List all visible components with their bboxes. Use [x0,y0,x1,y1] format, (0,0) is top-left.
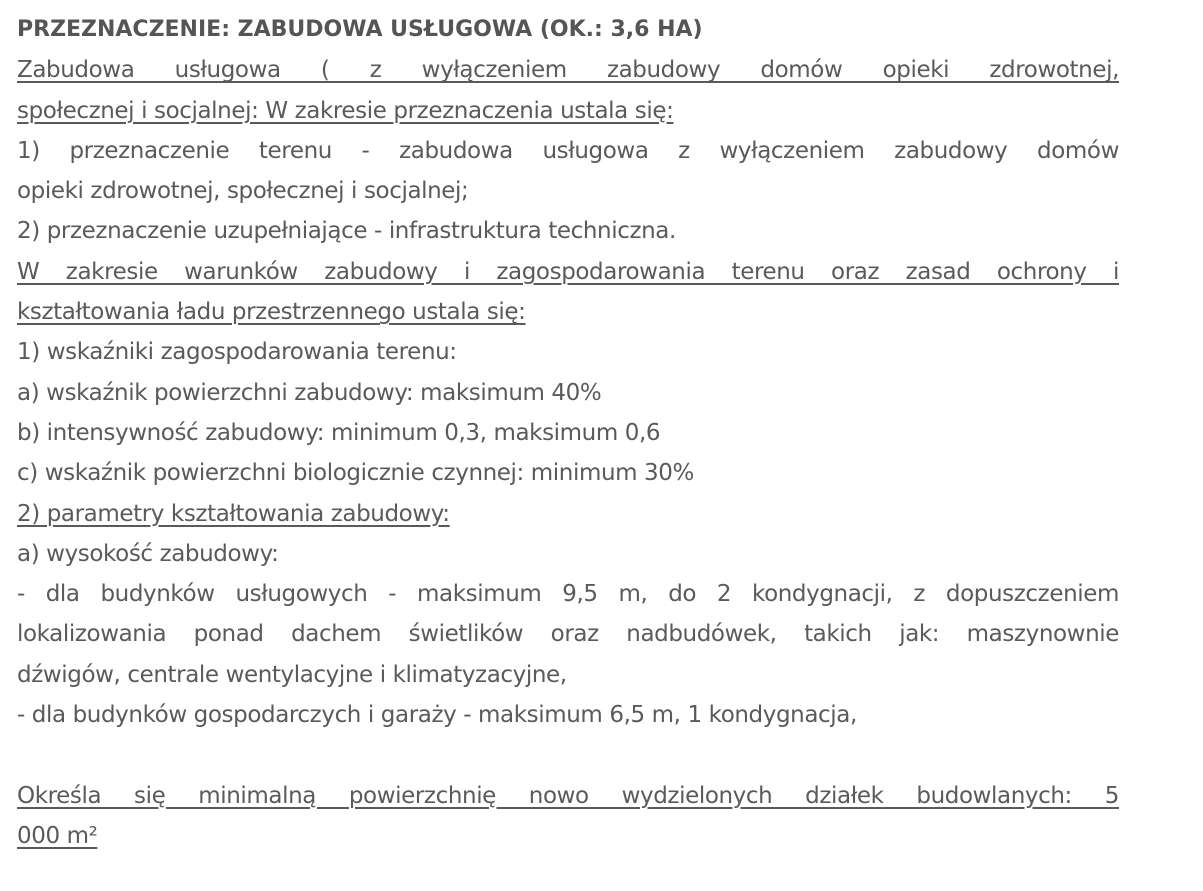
min-plot-area-line1: Określa się minimalną powierzchnię nowo wydzielonych działek budowlanych: 5 [17,782,1119,809]
document-body [17,10,1119,856]
document-title: PRZEZNACZENIE: ZABUDOWA USŁUGOWA (OK.: 3,6 HA) [17,17,703,42]
indicators-heading: 1) wskaźniki zagospodarowania terenu: [17,339,457,366]
indicator-b: b) intensywność zabudowy: minimum 0,3, maksimum 0,6 [17,419,661,446]
indicator-a: a) wskaźnik powierzchni zabudowy: maksimum 40% [17,379,602,406]
farm-buildings-line: - dla budynków gospodarczych i garaży - maksimum 6,5 m, 1 kondygnacja, [17,702,857,729]
service-line1: - dla budynków usługowych - maksimum 9,5 m, do 2 kondygnacji, z dopuszczeniem [17,581,1119,608]
indicator-c: c) wskaźnik powierzchni biologicznie czynnej: minimum 30% [17,460,694,487]
section1-heading: Zabudowa usługowa ( z wyłączeniem zabudowy domów opieki zdrowotnej, [17,57,1119,84]
section1-heading-cont: społecznej i socjalnej: W zakresie przeznaczenia ustala się: [17,97,674,124]
min-plot-area-line2: 000 m² [17,822,98,849]
height-heading: a) wysokość zabudowy: [17,540,279,567]
spacer [17,735,1119,775]
params-heading: 2) parametry kształtowania zabudowy: [17,500,450,527]
service-line2: lokalizowania ponad dachem świetlików oraz nadbudówek, takich jak: maszynownie [17,621,1119,648]
section2-heading: W zakresie warunków zabudowy i zagospodarowania terenu oraz zasad ochrony i [17,258,1119,285]
section2-heading-cont: kształtowania ładu przestrzennego ustala się: [17,299,526,326]
service-line3: dźwigów, centrale wentylacyjne i klimatyzacyjne, [17,661,567,688]
item2: 2) przeznaczenie uzupełniające - infrastruktura techniczna. [17,218,676,245]
item1-line2: opieki zdrowotnej, społecznej i socjalnej; [17,178,469,205]
item1-line1: 1) przeznaczenie terenu - zabudowa usługowa z wyłączeniem zabudowy domów [17,137,1119,164]
